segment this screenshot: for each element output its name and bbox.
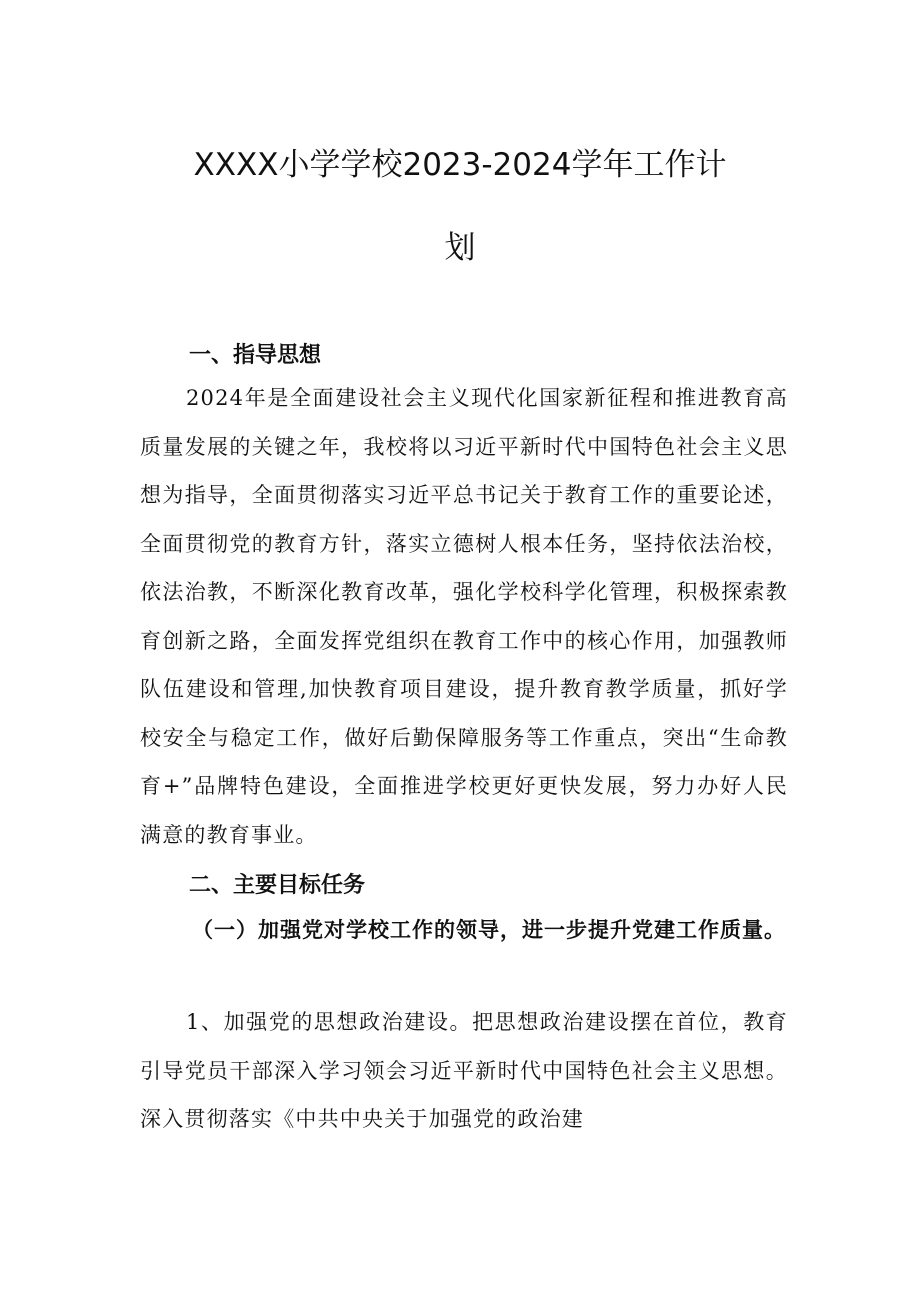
section2-heading: 二、主要目标任务 (189, 873, 366, 898)
section2-subheading: （一）加强党对学校工作的领导，进一步提升党建工作质量。 (192, 918, 786, 942)
document-title-line2: 划 (444, 230, 476, 266)
section1-heading: 一、指导思想 (189, 343, 322, 368)
section1-paragraph: 2024年是全面建设社会主义现代化国家新征程和推进教育高质量发展的关键之年，我校将以习近平新时代中国特色社会主义思想为指导，全面贯彻落实习近平总书记关于教育工作的重要论述，全面贯彻党的教育方针，落实立德树人根本任务，坚持依法治校，依法治教，不断深化教育改革，强化学校科学化管理，积极探索教育创新之路，全面发挥党组织在教育工作中的核心作用，加强教师队伍建设和管理,加快教育项目建设，提升教育教学质量，抓好学校安全与稳定工作，做好后勤保障服务等工作重点，突出“生命教育+”品牌特色建设，全面推进学校更好更快发展，努力办好人民满意的教育事业。 (140, 386, 788, 847)
document-title-line1: XXXX小学学校2023-2024学年工作计 (193, 147, 727, 183)
section2-paragraph: 1、加强党的思想政治建设。把思想政治建设摆在首位，教育引导党员干部深入学习领会习近平新时代中国特色社会主义思想。深入贯彻落实《中共中央关于加强党的政治建 (140, 1010, 788, 1131)
